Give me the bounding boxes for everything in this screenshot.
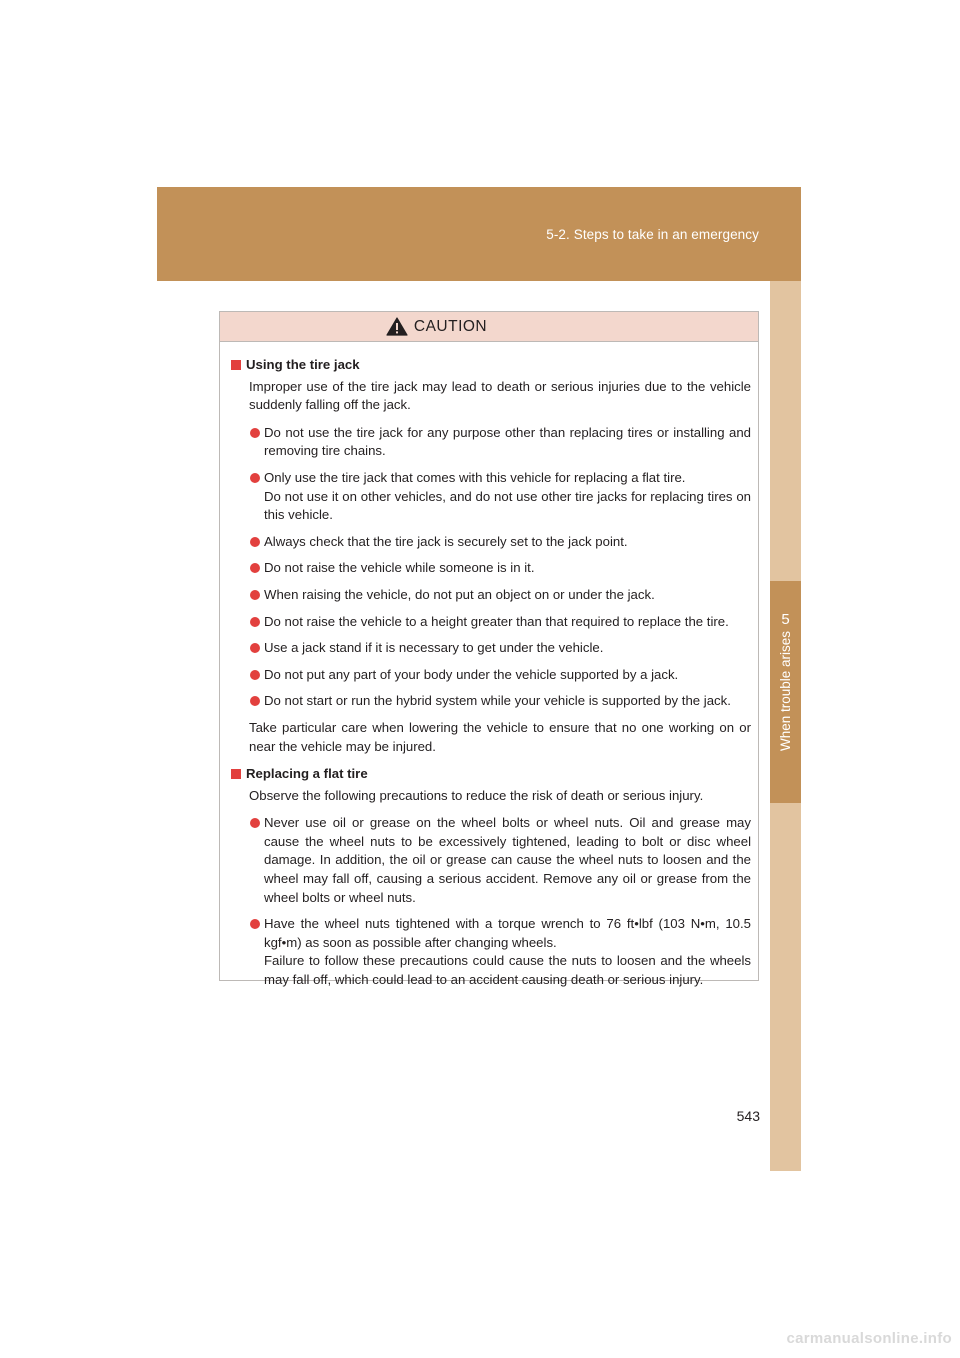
caution-title: CAUTION: [413, 317, 488, 335]
round-bullet-icon: [250, 643, 260, 653]
list-item-extra: Failure to follow these precautions could cause the nuts to loosen and the wheels may fall off, which could lead to an accident causing death or serious injury.: [264, 953, 751, 988]
list-item: [249, 915, 751, 989]
round-bullet-icon: [250, 590, 260, 600]
list-item-text: Do not put any part of your body under the vehicle supported by a jack.: [264, 666, 679, 682]
list-item-text: Use a jack stand if it is necessary to get under the vehicle.: [264, 640, 604, 656]
round-bullet-icon: [250, 919, 260, 929]
list-item: [249, 692, 751, 711]
round-bullet-icon: [250, 563, 260, 573]
round-bullet-icon: [250, 670, 260, 680]
section-intro: Improper use of the tire jack may lead to death or serious injuries due to the vehicle suddenly falling off the jack.: [249, 378, 751, 413]
section-heading: [231, 765, 751, 784]
list-item: [249, 639, 751, 658]
list-item-text: When raising the vehicle, do not put an object on or under the jack.: [264, 586, 655, 602]
round-bullet-icon: [250, 818, 260, 828]
section-closing: Take particular care when lowering the vehicle to ensure that no one working on or near the vehicle may be injured.: [249, 719, 751, 754]
list-item: [249, 666, 751, 685]
warning-triangle-icon: [386, 317, 408, 336]
chapter-label: When trouble arises: [778, 630, 793, 752]
list-item: [249, 814, 751, 907]
chapter-tab[interactable]: [770, 581, 801, 803]
list-item: [249, 469, 751, 525]
list-item: [249, 533, 751, 552]
list-item: [249, 586, 751, 605]
list-item-text: Do not raise the vehicle to a height greater than that required to replace the tire.: [264, 613, 729, 629]
list-item-text: Never use oil or grease on the wheel bolts or wheel nuts. Oil and grease may cause the wheel nuts to be excessively tightened, leading to bolt or disc wheel damage. In addition, the oil or grease can cause the wheel nuts to loosen and the wheel may fall off, causing a serious accident. Remove any oil or grease from the wheel bolts or wheel nuts.: [264, 815, 751, 905]
round-bullet-icon: [250, 473, 260, 483]
section-title: 5-2. Steps to take in an emergency: [546, 227, 759, 242]
list-item-text: Do not raise the vehicle while someone is in it.: [264, 560, 535, 576]
header-band: [157, 187, 801, 281]
list-item-text: Do not start or run the hybrid system while your vehicle is supported by the jack.: [264, 693, 731, 709]
caution-box: [219, 311, 759, 988]
round-bullet-icon: [250, 617, 260, 627]
caution-body: [220, 342, 758, 990]
list-item-text: Always check that the tire jack is securely set to the jack point.: [264, 533, 628, 549]
list-item-text: Only use the tire jack that comes with this vehicle for replacing a flat tire.: [264, 469, 686, 485]
section-heading-text: Using the tire jack: [246, 357, 360, 372]
square-bullet-icon: [231, 360, 241, 370]
chapter-number: 5: [781, 611, 790, 628]
list-item: [249, 613, 751, 632]
round-bullet-icon: [250, 428, 260, 438]
section-intro: Observe the following precautions to reduce the risk of death or serious injury.: [249, 787, 704, 803]
section-heading-text: Replacing a flat tire: [246, 766, 368, 782]
round-bullet-icon: [250, 537, 260, 547]
caution-header: [220, 312, 758, 342]
list-item-text: Have the wheel nuts tightened with a torque wrench to 76 ft•lbf (103 N•m, 10.5 kgf•m) as soon as possible after changing wheels.: [264, 916, 751, 950]
watermark: carmanualsonline.info: [786, 1330, 952, 1347]
list-item: [249, 559, 751, 578]
list-item-text: Do not use the tire jack for any purpose other than replacing tires or installing and removing tire chains.: [264, 424, 751, 459]
page-number: 543: [736, 1108, 760, 1124]
round-bullet-icon: [250, 696, 260, 706]
list-item: [249, 424, 751, 461]
list-item-extra: Do not use it on other vehicles, and do not use other tire jacks for replacing tires on this vehicle.: [264, 488, 751, 523]
section-heading: [231, 356, 751, 375]
square-bullet-icon: [231, 769, 241, 779]
